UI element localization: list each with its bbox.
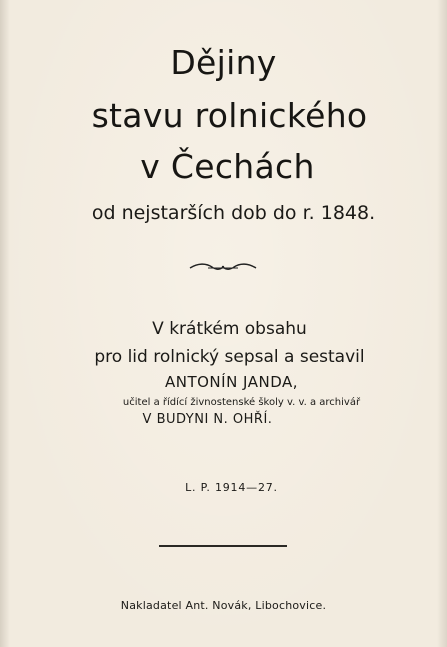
divider-rule — [159, 545, 287, 547]
author-title: učitel a řídící živnostenské školy v. v. a archivář — [122, 397, 361, 408]
author-place: V BUDYNI N. OHŘÍ. — [142, 412, 273, 427]
title-line-3: v Čechách — [140, 147, 315, 186]
description-line-2: pro lid rolnický sepsal a sestavil — [94, 347, 365, 367]
publisher-imprint: Nakladatel Ant. Novák, Libochovice. — [120, 599, 327, 612]
subtitle: od nejstarších dob do r. 1848. — [91, 202, 376, 224]
description-line-1: V krátkém obsahu — [152, 319, 307, 339]
title-line-2: stavu rolnického — [91, 96, 368, 135]
title-line-1: Dějiny — [170, 43, 277, 82]
author-name: ANTONÍN JANDA, — [164, 373, 299, 391]
publication-year: L. P. 1914—27. — [185, 481, 278, 494]
flourish-ornament-icon — [188, 262, 258, 272]
